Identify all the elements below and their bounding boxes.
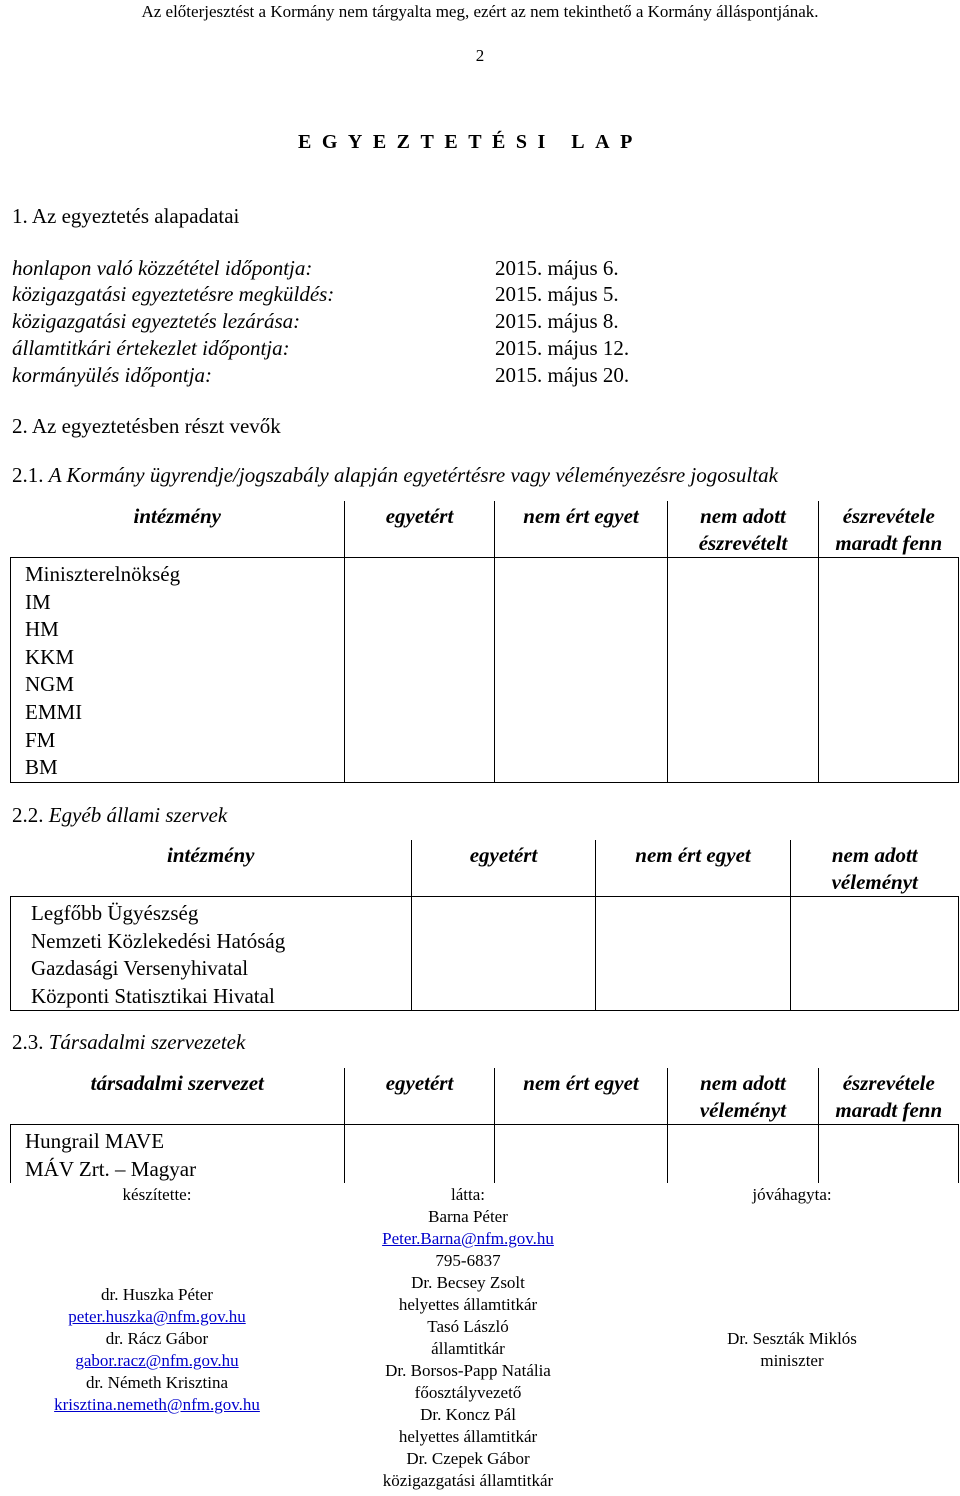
row-label: közigazgatási egyeztetésre megküldés: <box>12 282 335 306</box>
col-header-organization: társadalmi szervezet <box>11 1068 345 1125</box>
official-title: főosztályvezető <box>414 1383 522 1402</box>
institution-list <box>11 558 345 783</box>
contact-email-link[interactable]: Peter.Barna@nfm.gov.hu <box>382 1229 554 1248</box>
prepared-by-label: készítette: <box>122 1185 192 1204</box>
official-title: közigazgatási államtitkár <box>382 1471 554 1490</box>
col-header-agree: egyetért <box>345 1068 495 1125</box>
table-cell <box>819 1125 959 1184</box>
col-header-agree: egyetért <box>412 840 596 897</box>
official-title: helyettes államtitkár <box>398 1427 538 1446</box>
subsection-number: 2.2. <box>12 803 44 827</box>
row-label: közigazgatási egyeztetés lezárása: <box>12 309 301 333</box>
table-2-3 <box>10 1068 959 1183</box>
table-row: Miniszterelnökség <box>25 562 181 586</box>
subsection-2-2-heading <box>12 803 227 828</box>
col-header-no-remark: nem adott észrevételt <box>668 501 819 558</box>
table-2-1 <box>10 501 959 783</box>
row-value: 2015. május 6. <box>495 256 619 280</box>
author-name: dr. Németh Krisztina <box>85 1373 229 1392</box>
author-name: dr. Rácz Gábor <box>105 1329 209 1348</box>
organization-list <box>11 1125 345 1184</box>
approved-by-block <box>680 1328 904 1372</box>
section1-heading: 1. Az egyeztetés alapadatai <box>12 204 240 228</box>
contact-name: Barna Péter <box>428 1207 508 1226</box>
subsection-number: 2.1. <box>12 463 44 487</box>
table-cell <box>668 558 819 783</box>
section2-heading: 2. Az egyeztetésben részt vevők <box>12 414 281 438</box>
table-row: FM <box>25 727 56 752</box>
row-label: államtitkári értekezlet időpontja: <box>12 336 290 360</box>
table-row: Hungrail MAVE <box>25 1129 165 1153</box>
author-email-link[interactable]: krisztina.nemeth@nfm.gov.hu <box>54 1395 260 1414</box>
approver-name: Dr. Seszták Miklós <box>727 1329 857 1348</box>
col-header-remark-remains: észrevétele maradt fenn <box>819 1068 959 1125</box>
table-row: Gazdasági Versenyhivatal <box>31 956 249 981</box>
table-row: KKM <box>25 644 75 669</box>
author-email-link[interactable]: gabor.racz@nfm.gov.hu <box>75 1351 239 1370</box>
official-title: helyettes államtitkár <box>398 1295 538 1314</box>
subsection-title: Társadalmi szervezetek <box>48 1030 246 1054</box>
col-header-no-opinion: nem adott véleményt <box>668 1068 819 1125</box>
author-email-link[interactable]: peter.huszka@nfm.gov.hu <box>68 1307 246 1326</box>
table-cell <box>345 1125 495 1184</box>
table-cell <box>495 558 668 783</box>
table-cell <box>668 1125 819 1184</box>
col-header-institution: intézmény <box>11 501 345 558</box>
subsection-title: A Kormány ügyrendje/jogszabály alapján egyetértésre vagy véleményezésre jogosultak <box>48 463 778 487</box>
institution-list <box>11 897 412 1011</box>
table-2-2 <box>10 840 959 1011</box>
row-value: 2015. május 12. <box>495 336 630 360</box>
official-name: Dr. Becsey Zsolt <box>411 1273 525 1292</box>
table-row: HM <box>25 617 59 642</box>
col-header-remark-remains: észrevétele maradt fenn <box>819 501 959 558</box>
table-cell <box>791 897 959 1011</box>
row-value: 2015. május 20. <box>495 363 630 387</box>
col-header-disagree: nem ért egyet <box>495 1068 668 1125</box>
prepared-by-list <box>22 1284 292 1416</box>
col-header-institution: intézmény <box>11 840 412 897</box>
col-header-disagree: nem ért egyet <box>596 840 791 897</box>
approved-by-label: jóváhagyta: <box>752 1185 832 1204</box>
table-row: NGM <box>25 672 75 697</box>
col-header-no-opinion: nem adott véleményt <box>791 840 959 897</box>
official-name: Dr. Czepek Gábor <box>406 1449 530 1468</box>
table-row: IM <box>25 589 51 614</box>
table-row: EMMI <box>25 699 83 724</box>
table-row: Központi Statisztikai Hivatal <box>31 983 275 1008</box>
page-number: 2 <box>475 46 485 65</box>
seen-by-block <box>338 1184 598 1492</box>
table-row: BM <box>25 755 58 780</box>
row-label: kormányülés időpontja: <box>12 363 213 387</box>
col-header-agree: egyetért <box>345 501 495 558</box>
author-name: dr. Huszka Péter <box>101 1285 213 1304</box>
official-name: Tasó László <box>427 1317 509 1336</box>
subsection-title: Egyéb állami szervek <box>48 803 228 827</box>
table-cell <box>345 558 495 783</box>
table-cell <box>596 897 791 1011</box>
approver-role: miniszter <box>760 1351 824 1370</box>
contact-phone: 795-6837 <box>435 1251 501 1270</box>
table-cell <box>819 558 959 783</box>
subsection-2-1-heading <box>12 463 778 488</box>
row-value: 2015. május 5. <box>495 282 619 306</box>
table-row: Legfőbb Ügyészség <box>31 901 199 925</box>
seen-by-label: látta: <box>451 1185 485 1204</box>
document-title: EGYEZTETÉSI LAP <box>298 131 643 153</box>
row-label: honlapon való közzététel időpontja: <box>12 256 313 280</box>
subsection-number: 2.3. <box>12 1030 44 1054</box>
table-row: MÁV Zrt. – Magyar <box>25 1156 197 1181</box>
official-name: Dr. Koncz Pál <box>420 1405 516 1424</box>
subsection-2-3-heading <box>12 1030 245 1055</box>
table-cell <box>412 897 596 1011</box>
table-cell <box>495 1125 668 1184</box>
row-value: 2015. május 8. <box>495 309 619 333</box>
official-title: államtitkár <box>431 1339 505 1358</box>
disclaimer-header: Az előterjesztést a Kormány nem tárgyalta meg, ezért az nem tekinthető a Kormány álláspontjának. <box>141 2 819 21</box>
col-header-disagree: nem ért egyet <box>495 501 668 558</box>
table-row: Nemzeti Közlekedési Hatóság <box>31 928 286 953</box>
official-name: Dr. Borsos-Papp Natália <box>385 1361 551 1380</box>
